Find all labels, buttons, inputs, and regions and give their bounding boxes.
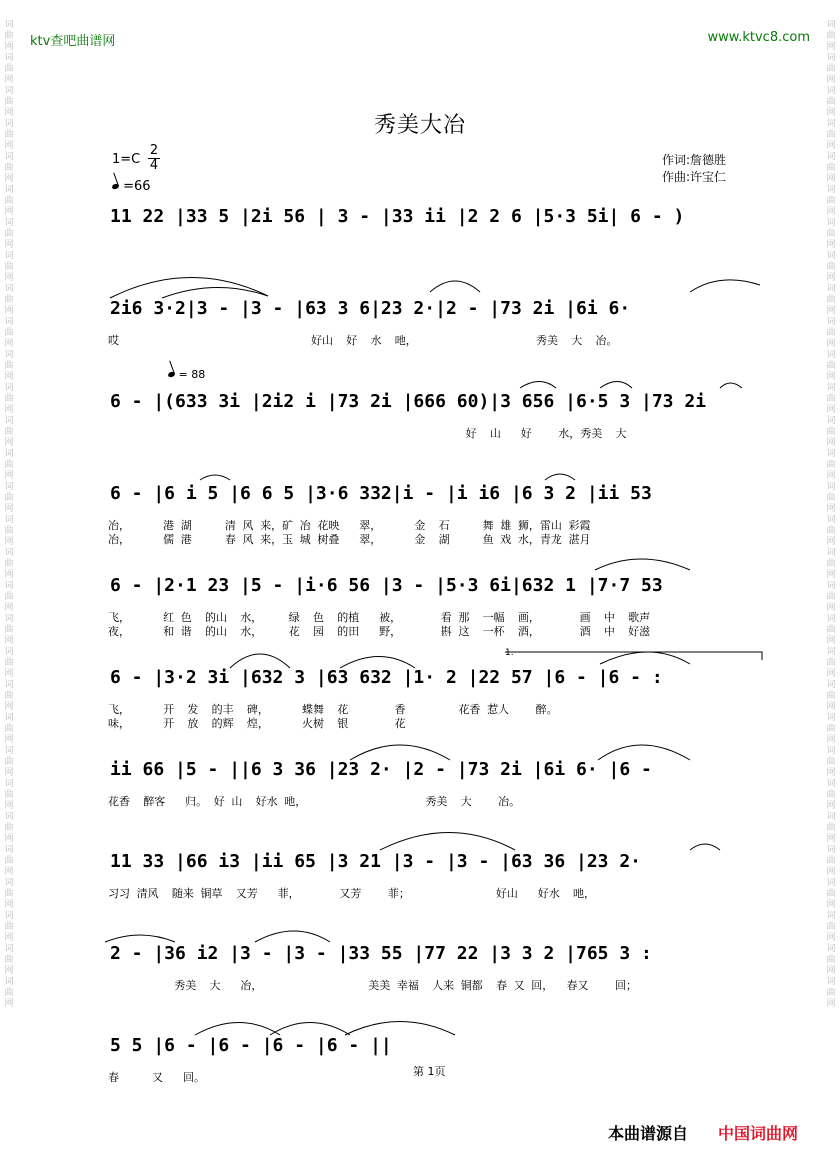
lyric-line: 好 山 好 水，秀美 大 xyxy=(108,427,627,440)
lyric-line: 哎 好山 好 水 吔， 秀美 大 冶。 xyxy=(108,334,618,347)
lyric-line: 冶， 儒 港 春 风 来，玉 城 树叠 翠， 金 湖 鱼 戏 水，青龙 湛月 xyxy=(108,533,591,546)
lyric-line: 味， 开 放 的辉 煌， 火树 银 花 xyxy=(108,717,406,730)
tempo-marking xyxy=(112,179,151,194)
staff-notes: 6 - |3·2 3i |632 3 |63 632 |1· 2 |22 57 |6 - |6 - : xyxy=(110,667,663,688)
time-signature xyxy=(148,144,160,173)
staff-notes: 5 5 |6 - |6 - |6 - |6 - || xyxy=(110,1035,392,1056)
header-left-site[interactable]: ktv查吧曲谱网 xyxy=(30,34,116,49)
staff-row xyxy=(106,937,766,969)
quarter-note-icon xyxy=(111,183,119,190)
side-watermark-left: 词曲网词曲网词曲网词曲网词曲网词曲网词曲网词曲网词曲网词曲网词曲网词曲网词曲网词曲网词曲网词曲网词曲网词曲网词曲网词曲网词曲网词曲网词曲网词曲网词曲网词曲网词曲网词曲网词曲网词曲网 xyxy=(4,20,14,1009)
quarter-note-icon-2 xyxy=(167,371,175,378)
staff-row xyxy=(106,753,766,785)
staff-row xyxy=(106,477,766,509)
lyric-line: 习习 清风 随来 铜草 又芳 菲， 又芳 菲； 好山 好水 吔， xyxy=(108,887,596,900)
lyric-line: 飞， 红 色 的山 水， 绿 色 的植 被， 看 那 一幅 画， 画 中 歌声 xyxy=(108,611,651,624)
time-sig-top: 2 xyxy=(149,143,159,158)
staff-row xyxy=(106,200,766,232)
tempo-change-value: = 88 xyxy=(178,368,206,381)
volta-line xyxy=(505,652,762,660)
staff-notes: 2 - |36 i2 |3 - |3 - |33 55 |77 22 |3 3 2 |765 3 : xyxy=(110,943,652,964)
staff-notes: 6 - |(633 3i |2i2 i |73 2i |666 60)|3 656 |6·5 3 |73 2i xyxy=(110,391,707,412)
lyric-line: 花香 醉客 归。 好 山 好水 吔， 秀美 大 冶。 xyxy=(108,795,521,808)
lyric-line: 冶， 港 湖 清 风 来，矿 冶 花映 翠， 金 石 舞 雄 狮，雷山 彩霞 xyxy=(108,519,591,532)
page-number: 第 1页 xyxy=(413,1065,446,1078)
staff-notes: 6 - |6 i 5 |6 6 5 |3·6 332|i - |i i6 |6 3 2 |ii 53 xyxy=(110,483,652,504)
tempo-change xyxy=(168,368,205,381)
staff-row xyxy=(106,1029,766,1061)
time-sig-bottom: 4 xyxy=(149,158,159,173)
key-signature: 1=C xyxy=(112,152,141,167)
footer-site-link[interactable]: 中国词曲网 xyxy=(718,1124,799,1143)
staff-notes: 2i6 3·2|3 - |3 - |63 3 6|23 2·|2 - |73 2i |6i 6· xyxy=(110,298,631,319)
lyricist: 作词:詹德胜 xyxy=(662,153,727,167)
staff-notes: ii 66 |5 - ||6 3 36 |23 2· |2 - |73 2i |6i 6· |6 - xyxy=(110,759,652,780)
staff-notes: 11 22 |33 5 |2i 56 | 3 - |33 ii |2 2 6 |5·3 5i| 6 - ) xyxy=(110,206,685,227)
slur xyxy=(690,280,760,292)
staff-row xyxy=(106,569,766,601)
volta-bracket-label: 1. xyxy=(505,648,514,658)
lyric-line: 飞， 开 发 的丰 碑， 蝶舞 花 香 花香 惹人 醉。 xyxy=(108,703,558,716)
staff-row xyxy=(106,385,766,417)
composer: 作曲:许宝仁 xyxy=(662,170,727,184)
credits xyxy=(662,152,726,186)
staff-row xyxy=(106,292,766,324)
tempo-value: =66 xyxy=(123,179,151,194)
slur xyxy=(430,281,480,292)
lyric-line: 秀美 大 冶， 美美 幸福 人来 铜都 春 又 回， 春又 回； xyxy=(108,979,638,992)
lyric-line: 春 又 回。 xyxy=(108,1071,205,1084)
header-right-url[interactable]: www.ktvc8.com xyxy=(707,30,810,45)
staff-row xyxy=(106,845,766,877)
song-title: 秀美大冶 xyxy=(373,113,466,138)
footer-source-label: 本曲谱源自 xyxy=(608,1124,689,1143)
side-watermark-right: 词曲网词曲网词曲网词曲网词曲网词曲网词曲网词曲网词曲网词曲网词曲网词曲网词曲网词曲网词曲网词曲网词曲网词曲网词曲网词曲网词曲网词曲网词曲网词曲网词曲网词曲网词曲网词曲网词曲网词曲网 xyxy=(826,20,836,1009)
lyric-line: 夜， 和 谐 的山 水， 花 园 的田 野， 斟 这 一杯 酒， 酒 中 好滋 xyxy=(108,625,651,638)
staff-notes: 11 33 |66 i3 |ii 65 |3 21 |3 - |3 - |63 36 |23 2· xyxy=(110,851,642,872)
staff-row xyxy=(106,661,766,693)
staff-notes: 6 - |2·1 23 |5 - |i·6 56 |3 - |5·3 6i|632 1 |7·7 53 xyxy=(110,575,663,596)
